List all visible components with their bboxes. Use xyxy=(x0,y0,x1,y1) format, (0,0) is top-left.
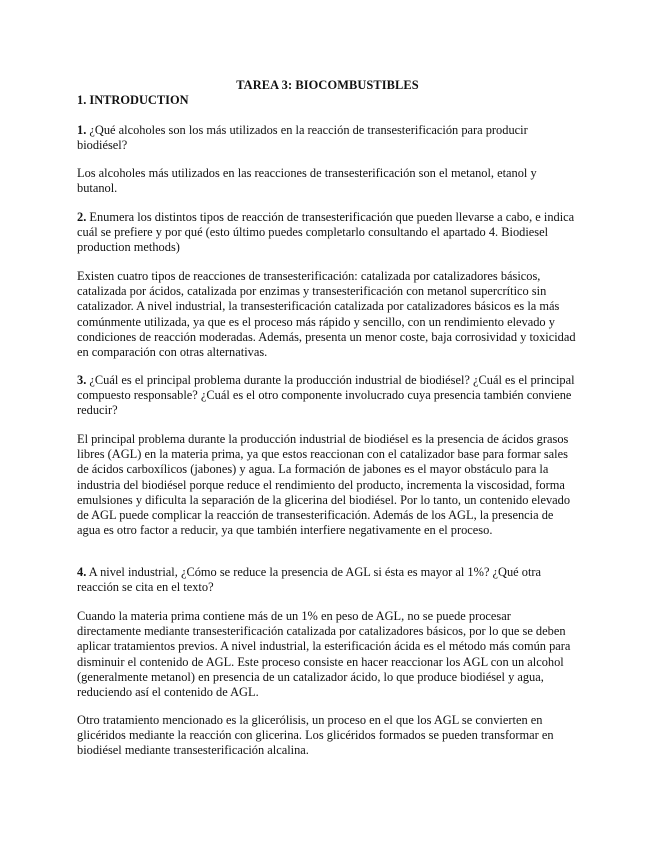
question-2 xyxy=(77,210,577,256)
question-1 xyxy=(77,123,577,153)
document-title: TAREA 3: BIOCOMBUSTIBLES xyxy=(236,78,419,92)
section-heading: 1. INTRODUCTION xyxy=(77,93,189,107)
answer-2: Existen cuatro tipos de reacciones de transesterificación: catalizada por catalizadores básicos, catalizada por ácidos, catalizada por enzimas y transesterificación con metanol supercrítico sin catalizador. A nivel industrial, la transesterificación catalizada por catalizadores básicos es la más comúnmente utilizada, ya que es el proceso más rápido y sencillo, con un rendimiento elevado y condiciones de reacción moderadas. Además, presenta un menor coste, baja corrosividad y toxicidad en comparación con otras alternativas. xyxy=(77,269,576,360)
question-text: ¿Cuál es el principal problema durante la producción industrial de biodiésel? ¿Cuál es el principal compuesto responsable? ¿Cuál es el otro componente involucrado cuya presencia también conviene reducir? xyxy=(77,373,575,418)
question-4 xyxy=(77,565,577,595)
question-text: ¿Qué alcoholes son los más utilizados en la reacción de transesterificación para producir biodiésel? xyxy=(77,123,528,153)
question-number: 3. xyxy=(77,373,87,387)
question-number: 4. xyxy=(77,565,87,579)
question-number: 1. xyxy=(77,123,87,137)
answer-4-paragraph-1: Cuando la materia prima contiene más de un 1% en peso de AGL, no se puede procesar directamente mediante transesterificación catalizada por catalizadores básicos, por lo que se deben aplicar tratamientos previos. A nivel industrial, la esterificación ácida es el método más común para disminuir el contenido de AGL. Este proceso consiste en hacer reaccionar los AGL con un alcohol (generalmente metanol) en presencia de un catalizador ácido, lo que produce biodiésel y agua, reduciendo así el contenido de AGL. xyxy=(77,609,571,700)
question-number: 2. xyxy=(77,210,87,224)
answer-4-paragraph-2: Otro tratamiento mencionado es la glicerólisis, un proceso en el que los AGL se convierten en glicéridos mediante la reacción con glicerina. Los glicéridos formados se pueden transformar en biodiésel mediante transesterificación alcalina. xyxy=(77,713,554,758)
question-3 xyxy=(77,373,577,419)
answer-3: El principal problema durante la producción industrial de biodiésel es la presencia de ácidos grasos libres (AGL) en la materia prima, ya que estos reaccionan con el catalizador base para formar sales de ácidos carboxílicos (jabones) y agua. La formación de jabones es el mayor obstáculo para la industria del biodiésel porque reduce el rendimiento del producto, incrementa la viscosidad, forma emulsiones y dificulta la separación de la glicerina del biodiésel. Por lo tanto, un contenido elevado de AGL puede complicar la reacción de transesterificación. Además de los AGL, la presencia de agua es otro factor a reducir, ya que también interfiere negativamente en el proceso. xyxy=(77,432,571,538)
question-text: A nivel industrial, ¿Cómo se reduce la presencia de AGL si ésta es mayor al 1%? ¿Qué otra reacción se cita en el texto? xyxy=(77,565,542,595)
answer-1: Los alcoholes más utilizados en las reacciones de transesterificación son el metanol, etanol y butanol. xyxy=(77,166,537,196)
question-text: Enumera los distintos tipos de reacción de transesterificación que pueden llevarse a cabo, e indica cuál se prefiere y por qué (esto último puedes completarlo consultando el apartado 4. Biodiesel production methods) xyxy=(77,210,575,255)
